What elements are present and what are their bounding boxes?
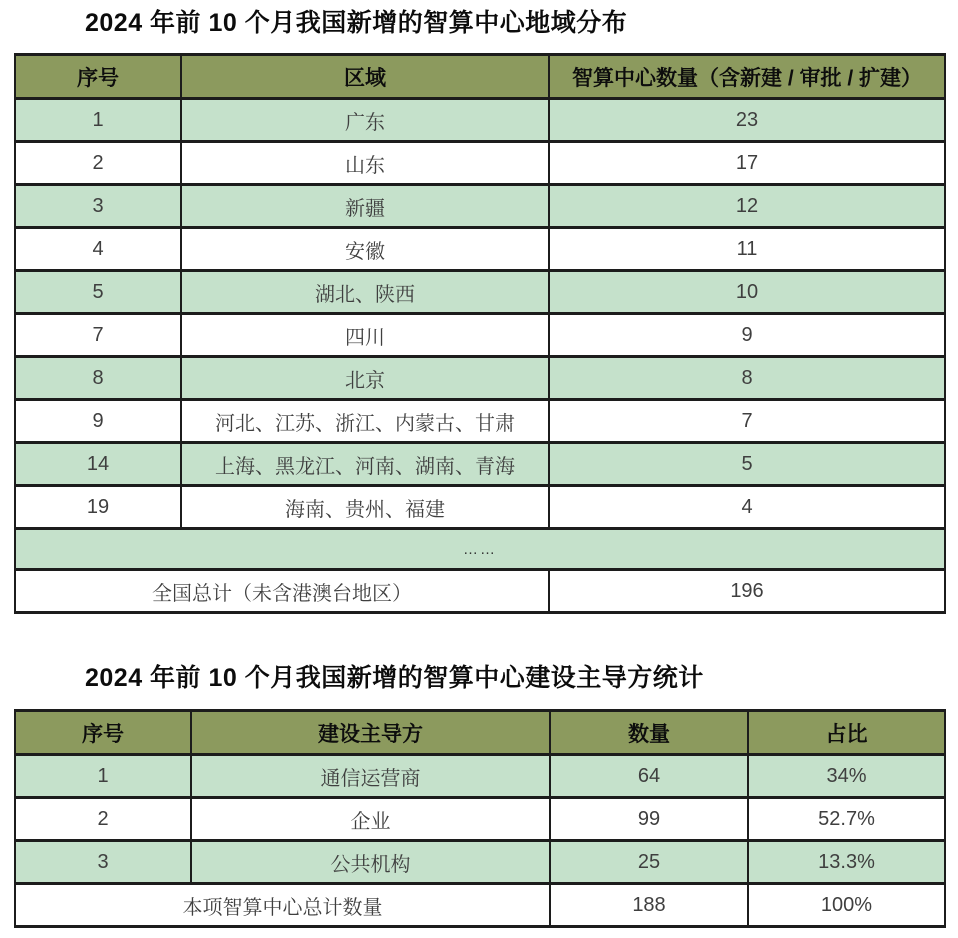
cell-rank: 3 [15,185,181,228]
table-row [15,228,945,271]
builder-table-header-row [15,711,945,755]
table-row [15,142,945,185]
cell-count: 8 [549,357,945,400]
total-quantity: 188 [550,884,748,927]
cell-region: 安徽 [181,228,549,271]
cell-rank: 8 [15,357,181,400]
cell-count: 17 [549,142,945,185]
cell-rank: 14 [15,443,181,486]
ellipsis-cell: …… [15,529,945,570]
cell-region: 广东 [181,99,549,142]
builder-statistics-table [14,709,946,928]
table-row [15,314,945,357]
cell-region: 河北、江苏、浙江、内蒙古、甘肃 [181,400,549,443]
cell-count: 7 [549,400,945,443]
cell-count: 11 [549,228,945,271]
total-row [15,884,945,927]
cell-rank: 19 [15,486,181,529]
cell-party: 企业 [191,798,550,841]
cell-region: 海南、贵州、福建 [181,486,549,529]
cell-share: 52.7% [748,798,945,841]
table-row [15,99,945,142]
cell-share: 13.3% [748,841,945,884]
region-table-title: 2024 年前 10 个月我国新增的智算中心地域分布 [85,9,628,37]
column-header-share: 占比 [748,711,945,755]
column-header-region: 区域 [181,55,549,99]
cell-region: 新疆 [181,185,549,228]
cell-region: 北京 [181,357,549,400]
cell-region: 四川 [181,314,549,357]
column-header-rank: 序号 [15,55,181,99]
region-distribution-table [14,53,946,614]
cell-rank: 2 [15,142,181,185]
column-header-count: 智算中心数量（含新建 / 审批 / 扩建） [549,55,945,99]
cell-count: 10 [549,271,945,314]
cell-party: 公共机构 [191,841,550,884]
table-row [15,185,945,228]
cell-quantity: 99 [550,798,748,841]
region-table-header-row [15,55,945,99]
total-label: 本项智算中心总计数量 [15,884,550,927]
cell-rank: 1 [15,99,181,142]
cell-rank: 3 [15,841,191,884]
table-row [15,755,945,798]
total-count: 196 [549,570,945,613]
table-row [15,443,945,486]
cell-count: 23 [549,99,945,142]
cell-quantity: 25 [550,841,748,884]
cell-share: 34% [748,755,945,798]
cell-region: 山东 [181,142,549,185]
table-row [15,271,945,314]
table-row [15,798,945,841]
table-row [15,841,945,884]
cell-count: 5 [549,443,945,486]
cell-rank: 7 [15,314,181,357]
column-header-quantity: 数量 [550,711,748,755]
cell-rank: 5 [15,271,181,314]
total-share: 100% [748,884,945,927]
ellipsis-row [15,529,945,570]
cell-count: 4 [549,486,945,529]
table-row [15,486,945,529]
column-header-party: 建设主导方 [191,711,550,755]
cell-rank: 9 [15,400,181,443]
builder-table-title: 2024 年前 10 个月我国新增的智算中心建设主导方统计 [85,664,704,692]
cell-quantity: 64 [550,755,748,798]
table-row [15,357,945,400]
cell-rank: 1 [15,755,191,798]
total-label: 全国总计（未含港澳台地区） [15,570,549,613]
cell-region: 湖北、陕西 [181,271,549,314]
cell-rank: 2 [15,798,191,841]
cell-party: 通信运营商 [191,755,550,798]
cell-count: 12 [549,185,945,228]
cell-region: 上海、黑龙江、河南、湖南、青海 [181,443,549,486]
total-row [15,570,945,613]
column-header-rank: 序号 [15,711,191,755]
cell-rank: 4 [15,228,181,271]
cell-count: 9 [549,314,945,357]
table-row [15,400,945,443]
